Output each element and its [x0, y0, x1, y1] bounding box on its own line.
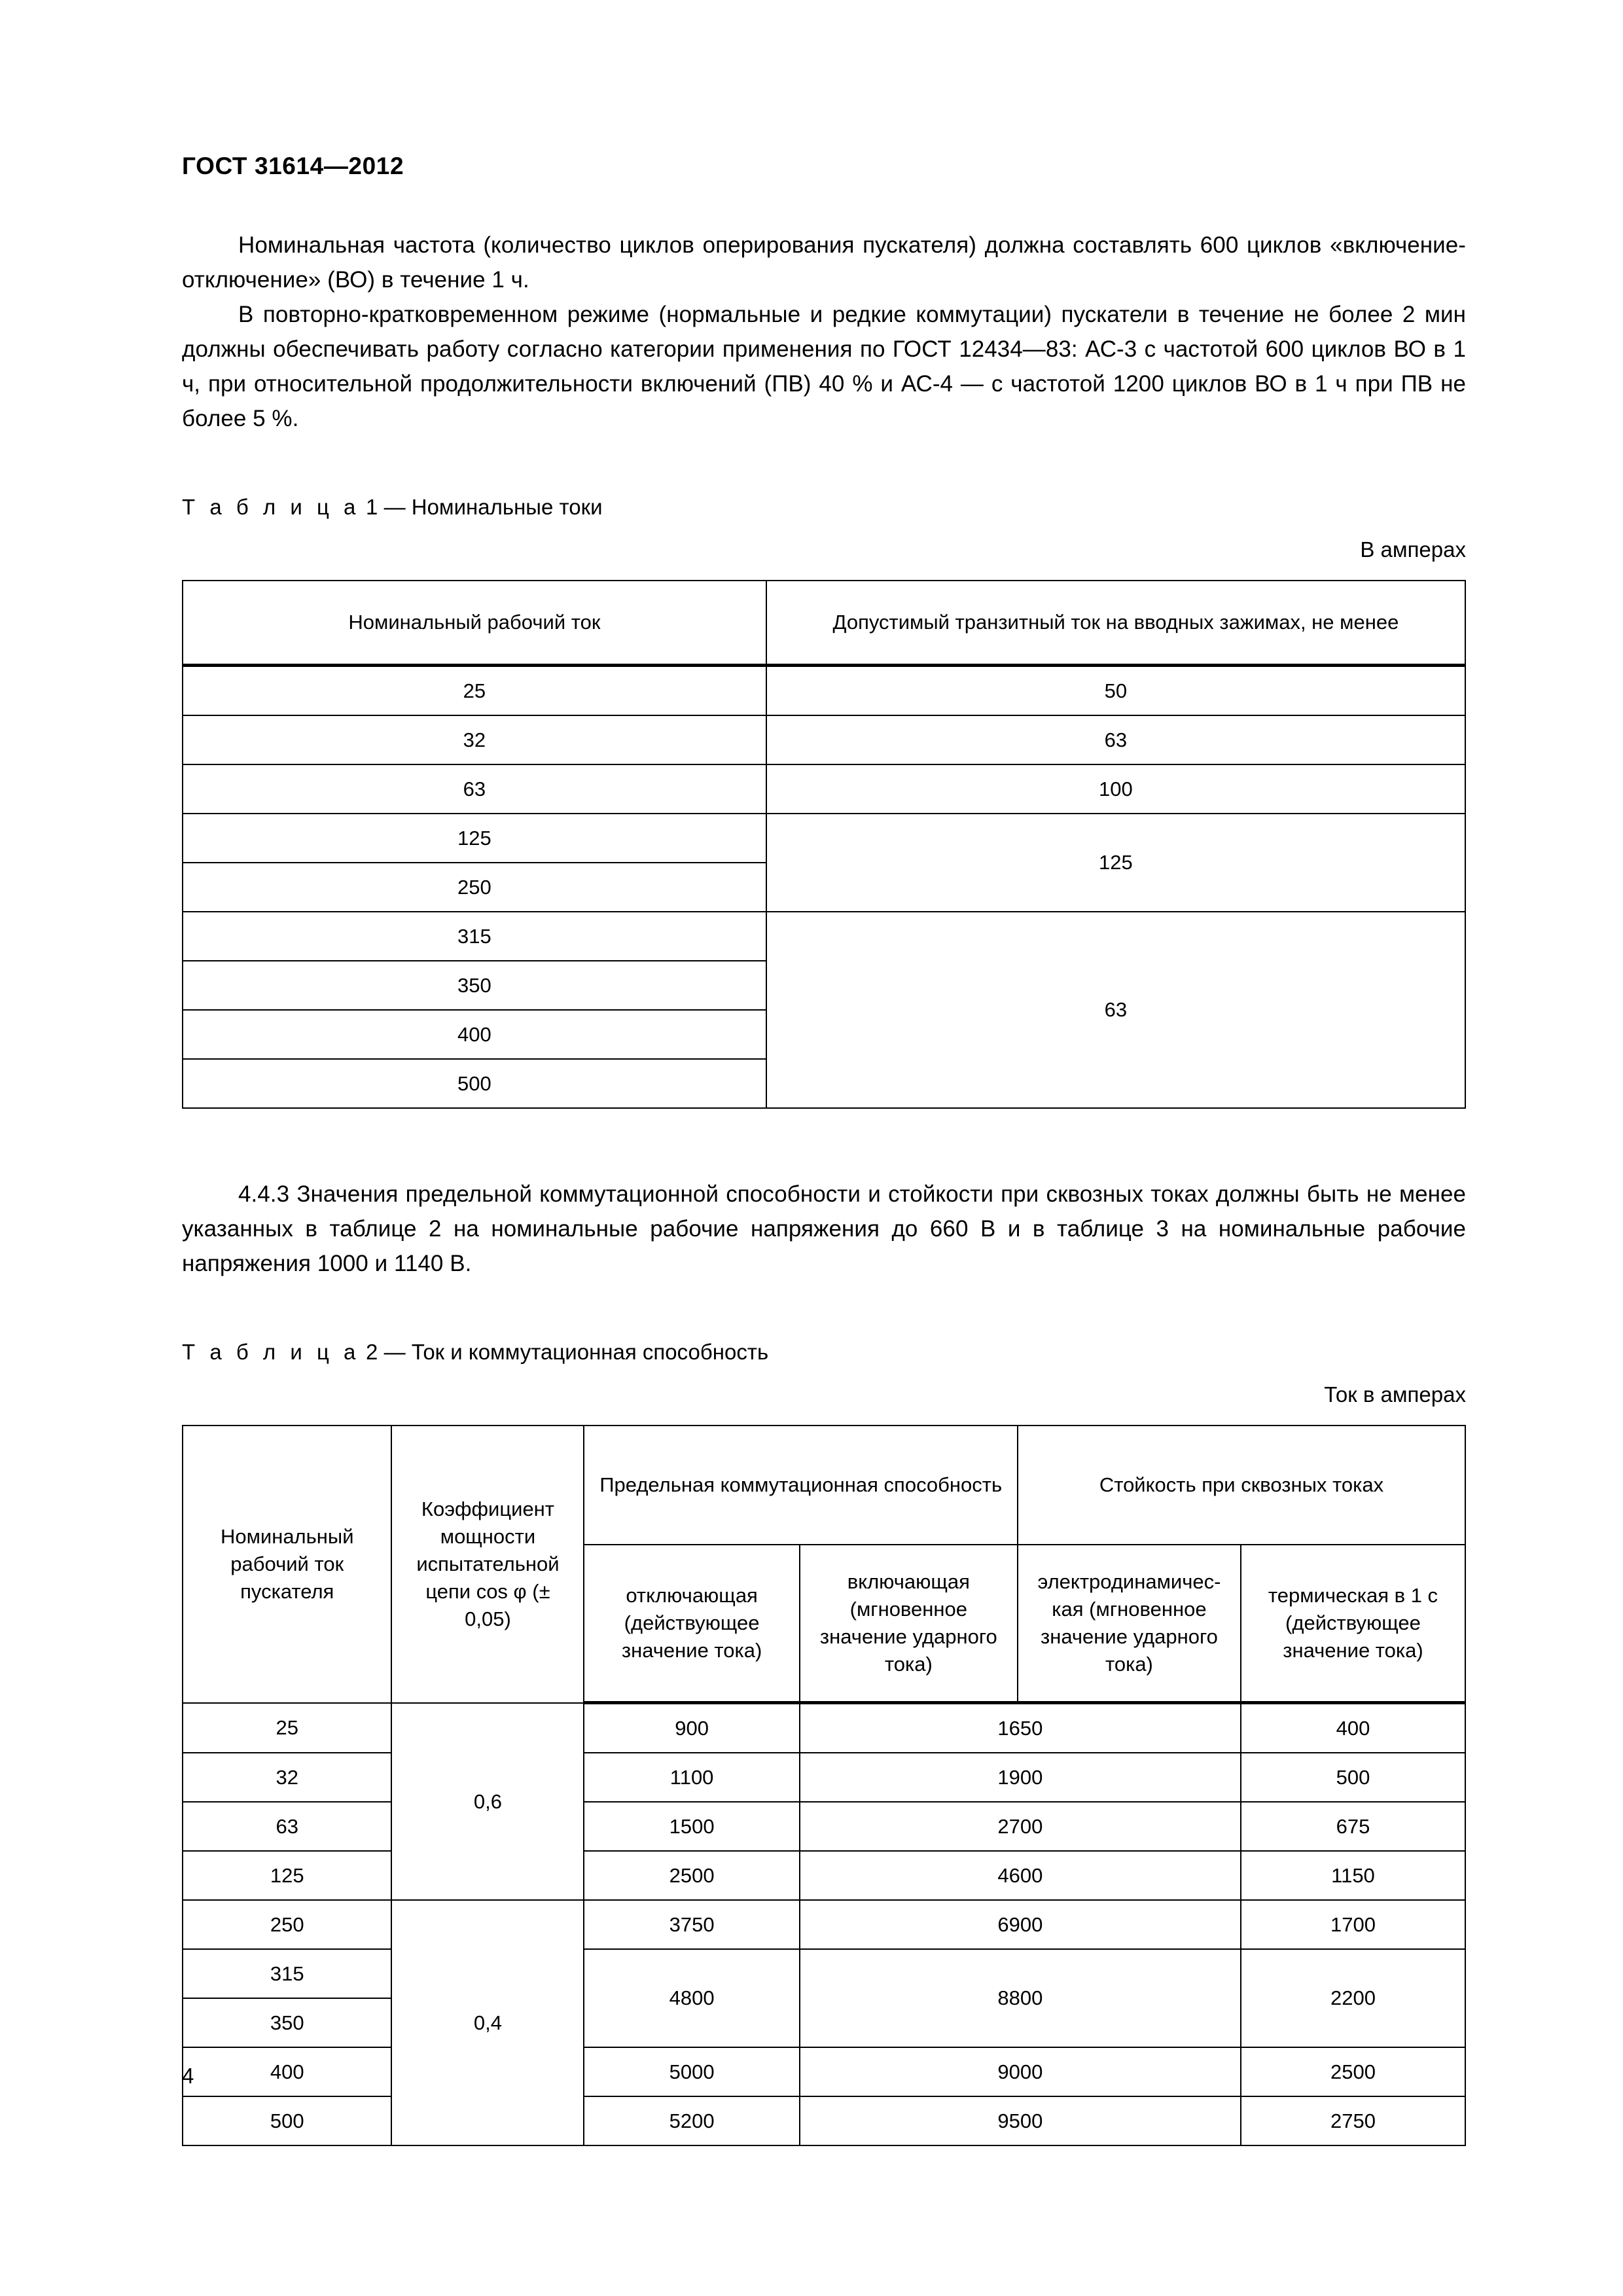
table2-cell-cos-phi-group-1: 0,6 [391, 1703, 584, 1901]
table-row [183, 1851, 1465, 1900]
table2-cell-breaking: 3750 [584, 1900, 799, 1949]
table1-cell-rated-current: 250 [183, 863, 766, 912]
table1-cell-transit-current: 100 [766, 764, 1465, 814]
table2-cell-making: 1900 [800, 1753, 1241, 1802]
table2-cell-thermal: 1150 [1241, 1851, 1465, 1900]
table2-cell-thermal: 2750 [1241, 2096, 1465, 2145]
table2-cell-rated-current: 250 [183, 1900, 391, 1949]
table2-cell-making: 2700 [800, 1802, 1241, 1851]
page-number: 4 [182, 2064, 194, 2088]
table2-cell-rated-current: 315 [183, 1949, 391, 1998]
table1-cell-rated-current: 25 [183, 666, 766, 716]
table2-caption-number: 2 [366, 1340, 378, 1365]
table-row [183, 1802, 1465, 1851]
table2-header-sub-electrodynamic: электродинамичес-кая (мгновенное значение ударного тока) [1018, 1545, 1241, 1703]
table1-cell-rated-current: 400 [183, 1010, 766, 1059]
table2-cell-breaking: 5000 [584, 2047, 799, 2096]
table2-cell-thermal: 2500 [1241, 2047, 1465, 2096]
standard-header: ГОСТ 31614—2012 [182, 152, 404, 179]
table2-cell-thermal: 400 [1241, 1703, 1465, 1753]
table-row [183, 715, 1465, 764]
table2-cell-breaking: 1500 [584, 1802, 799, 1851]
table1-cell-rated-current: 315 [183, 912, 766, 961]
table2-cell-cos-phi-group-2: 0,4 [391, 1900, 584, 2145]
table-row [183, 764, 1465, 814]
table1-header-rated-current: Номинальный рабочий ток [183, 581, 766, 666]
table2-cell-breaking-merged: 4800 [584, 1949, 799, 2047]
table2-header-group-breaking-capacity: Предельная коммутационная способность [584, 1426, 1017, 1545]
clause-4-4-3: 4.4.3 Значения предельной коммутационной способности и стойкости при сквозных токах должны быть не менее указанных в таблице 2 на номинальные рабочие напряжения до 660 В и в таблице 3 на номинальные рабочие напряжения 1000 и 1140 В. [182, 1181, 1466, 1277]
table1-cell-rated-current: 32 [183, 715, 766, 764]
table2-units-note: Ток в амперах [1324, 1382, 1466, 1407]
table2-caption-dash: — [383, 1340, 406, 1365]
table2-cell-rated-current: 63 [183, 1802, 391, 1851]
table-row [183, 1949, 1465, 1998]
table-row [183, 2096, 1465, 2145]
table-row [183, 814, 1465, 863]
table-row [183, 1900, 1465, 1949]
table1-cell-transit-current-merged-63: 63 [766, 912, 1465, 1108]
table1-header-transit-current: Допустимый транзитный ток на вводных зажимах, не менее [766, 581, 1465, 666]
table1-caption-title: Номинальные токи [411, 495, 603, 520]
table2-cell-making-merged: 8800 [800, 1949, 1241, 2047]
table2-header-rated-current: Номинальный рабочий ток пускателя [183, 1426, 391, 1703]
table2-cell-rated-current: 500 [183, 2096, 391, 2145]
paragraph-nominal-frequency: Номинальная частота (количество циклов оперирования пускателя) должна составлять 600 циклов «включение-отключение» (ВО) в течение 1 ч. [182, 232, 1466, 293]
table2-header-power-factor: Коэффициент мощности испытательной цепи cos φ (± 0,05) [391, 1426, 584, 1703]
table2-cell-thermal: 675 [1241, 1802, 1465, 1851]
table-row [183, 2047, 1465, 2096]
table2-cell-breaking: 5200 [584, 2096, 799, 2145]
table2-cell-thermal: 500 [1241, 1753, 1465, 1802]
table1-cell-transit-current-merged-125: 125 [766, 814, 1465, 912]
table-row [183, 912, 1465, 961]
table2-cell-making: 9000 [800, 2047, 1241, 2096]
table1-caption [182, 492, 1466, 522]
table2-caption-word: Т а б л и ц а [182, 1340, 360, 1365]
paragraph-intermittent-mode: В повторно-кратковременном режиме (нормальные и редкие коммутации) пускатели в течение не более 2 мин должны обеспечивать работу согласно категории применения по ГОСТ 12434—83: АС-3 с частотой 600 циклов ВО в 1 ч, при относительной продолжительности включений (ПВ) 40 % и АС-4 — с частотой 1200 циклов ВО в 1 ч при ПВ не более 5 %. [182, 302, 1466, 432]
page-content [182, 152, 1466, 2146]
table2-cell-breaking: 900 [584, 1703, 799, 1753]
table1-units-note: В амперах [1360, 537, 1466, 562]
table2-cell-thermal-merged: 2200 [1241, 1949, 1465, 2047]
table2-cell-breaking: 2500 [584, 1851, 799, 1900]
table2-header-row-top [183, 1426, 1465, 1545]
table2-cell-rated-current: 32 [183, 1753, 391, 1802]
table2-header-group-withstand: Стойкость при сквозных токах [1018, 1426, 1465, 1545]
table1-cell-rated-current: 125 [183, 814, 766, 863]
table2-header-sub-thermal: термическая в 1 с (действующее значение тока) [1241, 1545, 1465, 1703]
table-row [183, 1703, 1465, 1753]
table2-header-sub-making: включающая (мгновенное значение ударного тока) [800, 1545, 1018, 1703]
table-current-switching-capacity [182, 1425, 1466, 2146]
table2-caption [182, 1337, 1466, 1367]
table-row [183, 1753, 1465, 1802]
table1-cell-rated-current: 63 [183, 764, 766, 814]
table-row [183, 666, 1465, 716]
table1-header-row [183, 581, 1465, 666]
table1-cell-rated-current: 350 [183, 961, 766, 1010]
table2-cell-making: 6900 [800, 1900, 1241, 1949]
table2-cell-making: 1650 [800, 1703, 1241, 1753]
table2-cell-breaking: 1100 [584, 1753, 799, 1802]
table1-cell-transit-current: 63 [766, 715, 1465, 764]
table2-header-sub-breaking: отключающая (действующее значение тока) [584, 1545, 799, 1703]
table1-cell-rated-current: 500 [183, 1059, 766, 1108]
table2-cell-thermal: 1700 [1241, 1900, 1465, 1949]
table2-cell-rated-current: 350 [183, 1998, 391, 2047]
table1-caption-number: 1 [366, 495, 378, 520]
table1-caption-word: Т а б л и ц а [182, 495, 360, 520]
table2-caption-title: Ток и коммутационная способность [411, 1340, 769, 1365]
table1-cell-transit-current: 50 [766, 666, 1465, 716]
table-nominal-currents [182, 580, 1466, 1109]
table1-caption-dash: — [383, 495, 406, 520]
table2-cell-making: 4600 [800, 1851, 1241, 1900]
table2-cell-rated-current: 25 [183, 1703, 391, 1753]
table2-cell-making: 9500 [800, 2096, 1241, 2145]
table2-cell-rated-current: 125 [183, 1851, 391, 1900]
table2-cell-rated-current: 400 [183, 2047, 391, 2096]
